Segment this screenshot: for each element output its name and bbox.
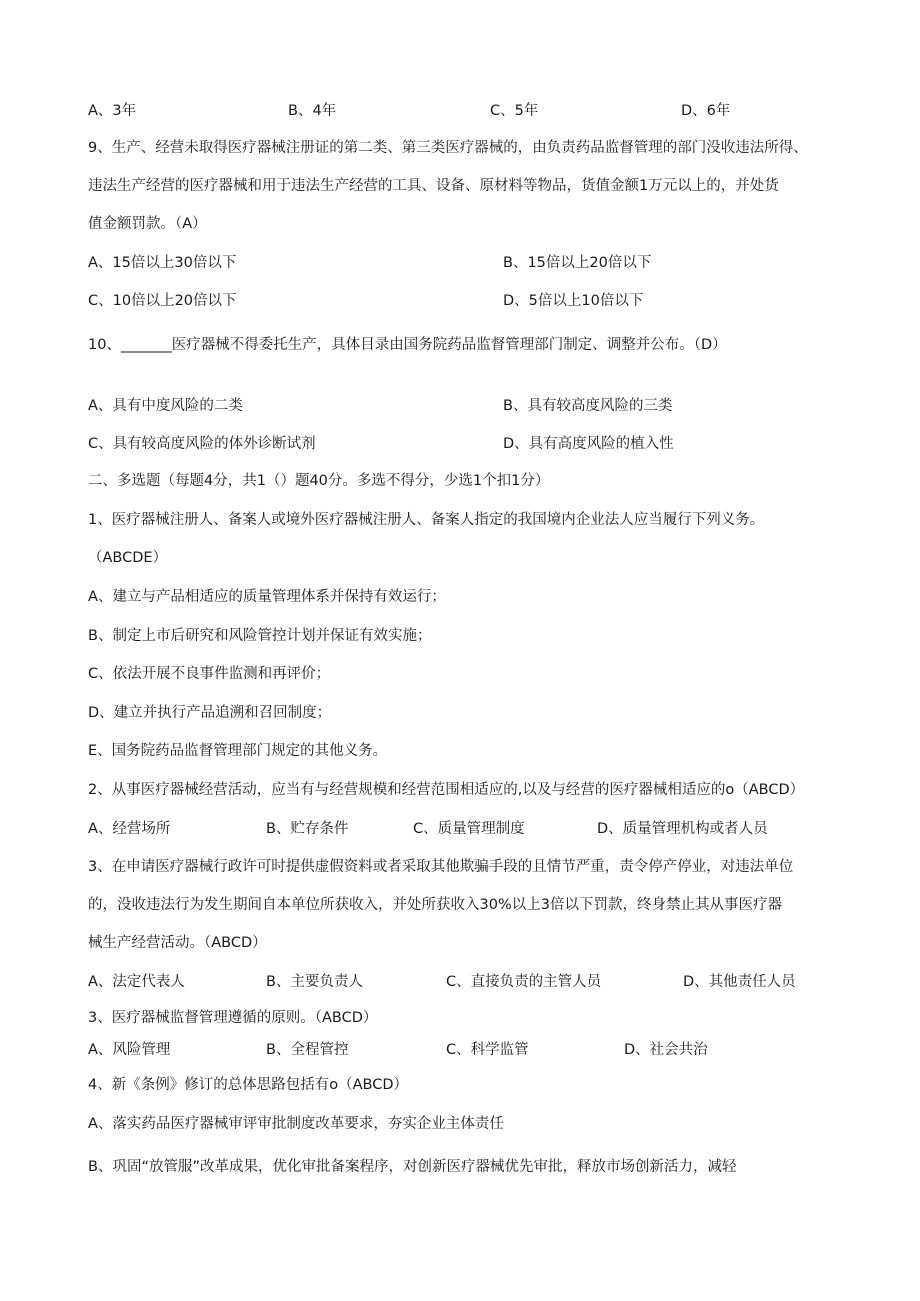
m2-option-d: D、质量管理机构或者人员 [597, 821, 768, 837]
m1-option-e: E、国务院药品监督管理部门规定的其他义务。 [88, 743, 388, 759]
m3b-text: 3、医疗器械监督管理遵循的原则。（ABCD） [88, 1010, 378, 1026]
q10-option-a: A、具有中度风险的二类 [88, 398, 243, 414]
m3-option-a: A、法定代表人 [88, 974, 185, 990]
q9-option-d: D、5倍以上10倍以下 [503, 293, 644, 309]
m3-option-b: B、主要负责人 [266, 974, 363, 990]
q8-option-c: C、5年 [490, 103, 539, 119]
q9-option-c: C、10倍以上20倍以下 [88, 293, 237, 309]
m2-option-c: C、质量管理制度 [413, 821, 525, 837]
m3-option-d: D、其他责任人员 [683, 974, 796, 990]
q10-option-b: B、具有较高度风险的三类 [503, 398, 673, 414]
m3-text-line2: 的，没收违法行为发生期间自本单位所获收入，并处所获收入30%以上3倍以下罚款，终身禁止其从事医疗器 [88, 897, 782, 913]
m1-text: 1、医疗器械注册人、备案人或境外医疗器械注册人、备案人指定的我国境内企业法人应当履行下列义务。 [88, 512, 765, 528]
q9-option-b: B、15倍以上20倍以下 [503, 255, 652, 271]
m3b-option-b: B、全程管控 [266, 1042, 349, 1058]
q8-option-d: D、6年 [681, 103, 731, 119]
m1-option-c: C、依法开展不良事件监测和再评价； [88, 666, 331, 682]
m2-option-b: B、贮存条件 [266, 821, 349, 837]
m1-option-d: D、建立并执行产品追溯和召回制度； [88, 705, 332, 721]
q9-text-line2: 违法生产经营的医疗器械和用于违法生产经营的工具、设备、原材料等物品，货值金额1万元以上的，并处货 [88, 178, 779, 194]
m3b-option-a: A、风险管理 [88, 1042, 171, 1058]
q9-option-a: A、15倍以上30倍以下 [88, 255, 237, 271]
m4-option-b: B、巩固“放管服”改革成果，优化审批备案程序，对创新医疗器械优先审批，释放市场创新活力，减轻 [88, 1159, 737, 1175]
m3-option-c: C、直接负责的主管人员 [446, 974, 602, 990]
q10-text: 10、_______医疗器械不得委托生产，具体目录由国务院药品监督管理部门制定、调整并公布。（D） [88, 337, 727, 353]
m4-option-a: A、落实药品医疗器械审评审批制度改革要求，夯实企业主体责任 [88, 1116, 504, 1132]
q9-text-line1: 9、生产、经营未取得医疗器械注册证的第二类、第三类医疗器械的，由负责药品监督管理的部门没收违法所得、 [88, 140, 808, 156]
m3b-option-c: C、科学监管 [446, 1042, 529, 1058]
m3-text-line1: 3、在申请医疗器械行政许可时提供虚假资料或者采取其他欺骗手段的且情节严重，责令停产停业，对违法单位 [88, 859, 794, 875]
section-heading-multiple-choice: 二、多选题（每题4分，共1（）题40分。多选不得分，少选1个扣1分） [88, 473, 550, 489]
m1-answer: （ABCDE） [88, 550, 168, 566]
m1-option-a: A、建立与产品相适应的质量管理体系并保持有效运行； [88, 589, 446, 605]
q9-text-line3: 值金额罚款。（A） [88, 216, 207, 232]
m3b-option-d: D、社会共治 [624, 1042, 708, 1058]
m4-text: 4、新《条例》修订的总体思路包括有o（ABCD） [88, 1077, 408, 1093]
q10-option-c: C、具有较高度风险的体外诊断试剂 [88, 436, 316, 452]
m3-text-line3: 械生产经营活动。（ABCD） [88, 935, 267, 951]
q8-option-a: A、3年 [88, 103, 137, 119]
m1-option-b: B、制定上市后研究和风险管控计划并保证有效实施； [88, 628, 432, 644]
q10-option-d: D、具有高度风险的植入性 [503, 436, 674, 452]
m2-text: 2、从事医疗器械经营活动，应当有与经营规模和经营范围相适应的,以及与经营的医疗器械相适应的o（ABCD） [88, 782, 805, 798]
m2-option-a: A、经营场所 [88, 821, 171, 837]
q8-option-b: B、4年 [288, 103, 337, 119]
